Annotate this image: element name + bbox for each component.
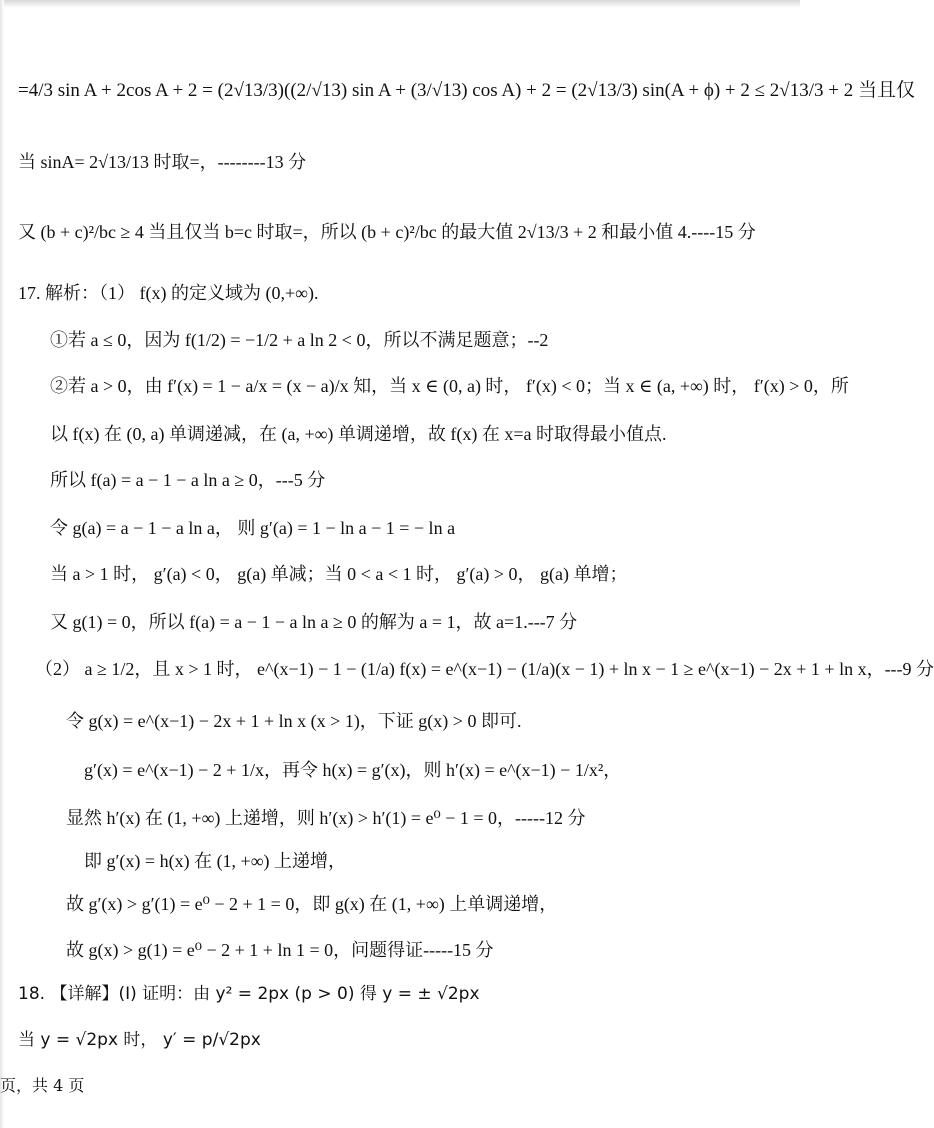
problem-18-line-2: 当 y = √2px 时， y′ = p/√2px: [18, 1030, 261, 1050]
problem-17-part-2: （2） a ≥ 1/2，且 x > 1 时， e^(x−1) − 1 − (1/a) f(x) = e^(x−1) − (1/a)(x − 1) + ln x − 1 ≥ e^(x−1) − 2x + 1 + ln x，---9 分: [35, 659, 934, 679]
solution-line-1: =4/3 sin A + 2cos A + 2 = (2√13/3)((2/√13) sin A + (3/√13) cos A) + 2 = (2√13/3) sin(A + ϕ) + 2 ≤ 2√13/3 + 2 当且仅: [18, 80, 915, 101]
problem-17-part-2-g-prime-increasing: 即 g′(x) = h(x) 在 (1, +∞) 上递增，: [84, 851, 347, 871]
problem-17-part-2-let-g: 令 g(x) = e^(x−1) − 2x + 1 + ln x (x > 1)，下证 g(x) > 0 即可.: [66, 711, 522, 731]
problem-17-line-solution: 又 g(1) = 0，所以 f(a) = a − 1 − a ln a ≥ 0 的解为 a = 1，故 a=1.---7 分: [50, 612, 578, 632]
problem-18-heading: 18. 【详解】(I) 证明：由 y² = 2px (p > 0) 得 y = ± √2px: [18, 984, 480, 1004]
problem-17-case-2-cont: 以 f(x) 在 (0, a) 单调递减，在 (a, +∞) 单调递增，故 f(x) 在 x=a 时取得最小值点.: [50, 424, 667, 444]
page-footer: 页，共 4 页: [0, 1076, 85, 1095]
solution-line-3: 又 (b + c)²/bc ≥ 4 当且仅当 b=c 时取=，所以 (b + c)²/bc 的最大值 2√13/3 + 2 和最小值 4.----15 分: [18, 222, 756, 242]
scan-top-shadow: [0, 0, 800, 8]
problem-17-case-1: ①若 a ≤ 0，因为 f(1/2) = −1/2 + a ln 2 < 0，所以不满足题意；--2: [50, 330, 549, 350]
solution-line-2: 当 sinA= 2√13/13 时取=，--------13 分: [18, 152, 307, 172]
problem-17-case-2: ②若 a > 0，由 f′(x) = 1 − a/x = (x − a)/x 知，当 x ∈ (0, a) 时， f′(x) < 0；当 x ∈ (a, +∞) 时， f′(x) > 0，所: [50, 376, 849, 396]
problem-17-line-monotone: 当 a > 1 时， g′(a) < 0， g(a) 单减；当 0 < a < 1 时， g′(a) > 0， g(a) 单增；: [50, 564, 628, 584]
problem-17-part-2-h-increasing: 显然 h′(x) 在 (1, +∞) 上递增，则 h′(x) > h′(1) = e⁰ − 1 = 0，-----12 分: [66, 808, 586, 828]
scan-left-shadow: [0, 0, 4, 1128]
problem-17-part-2-derivative: g′(x) = e^(x−1) − 2 + 1/x，再令 h(x) = g′(x)，则 h′(x) = e^(x−1) − 1/x²，: [84, 760, 622, 780]
problem-17-part-2-conclusion: 故 g(x) > g(1) = e⁰ − 2 + 1 + ln 1 = 0，问题得证-----15 分: [66, 940, 494, 960]
problem-17-heading: 17. 解析：（1） f(x) 的定义域为 (0,+∞).: [18, 283, 319, 303]
problem-17-line-f-a: 所以 f(a) = a − 1 − a ln a ≥ 0，---5 分: [50, 470, 326, 490]
problem-17-line-g-a: 令 g(a) = a − 1 − a ln a， 则 g′(a) = 1 − ln a − 1 = − ln a: [50, 518, 456, 538]
problem-17-part-2-g-increasing: 故 g′(x) > g′(1) = e⁰ − 2 + 1 = 0，即 g(x) 在 (1, +∞) 上单调递增，: [66, 894, 558, 914]
